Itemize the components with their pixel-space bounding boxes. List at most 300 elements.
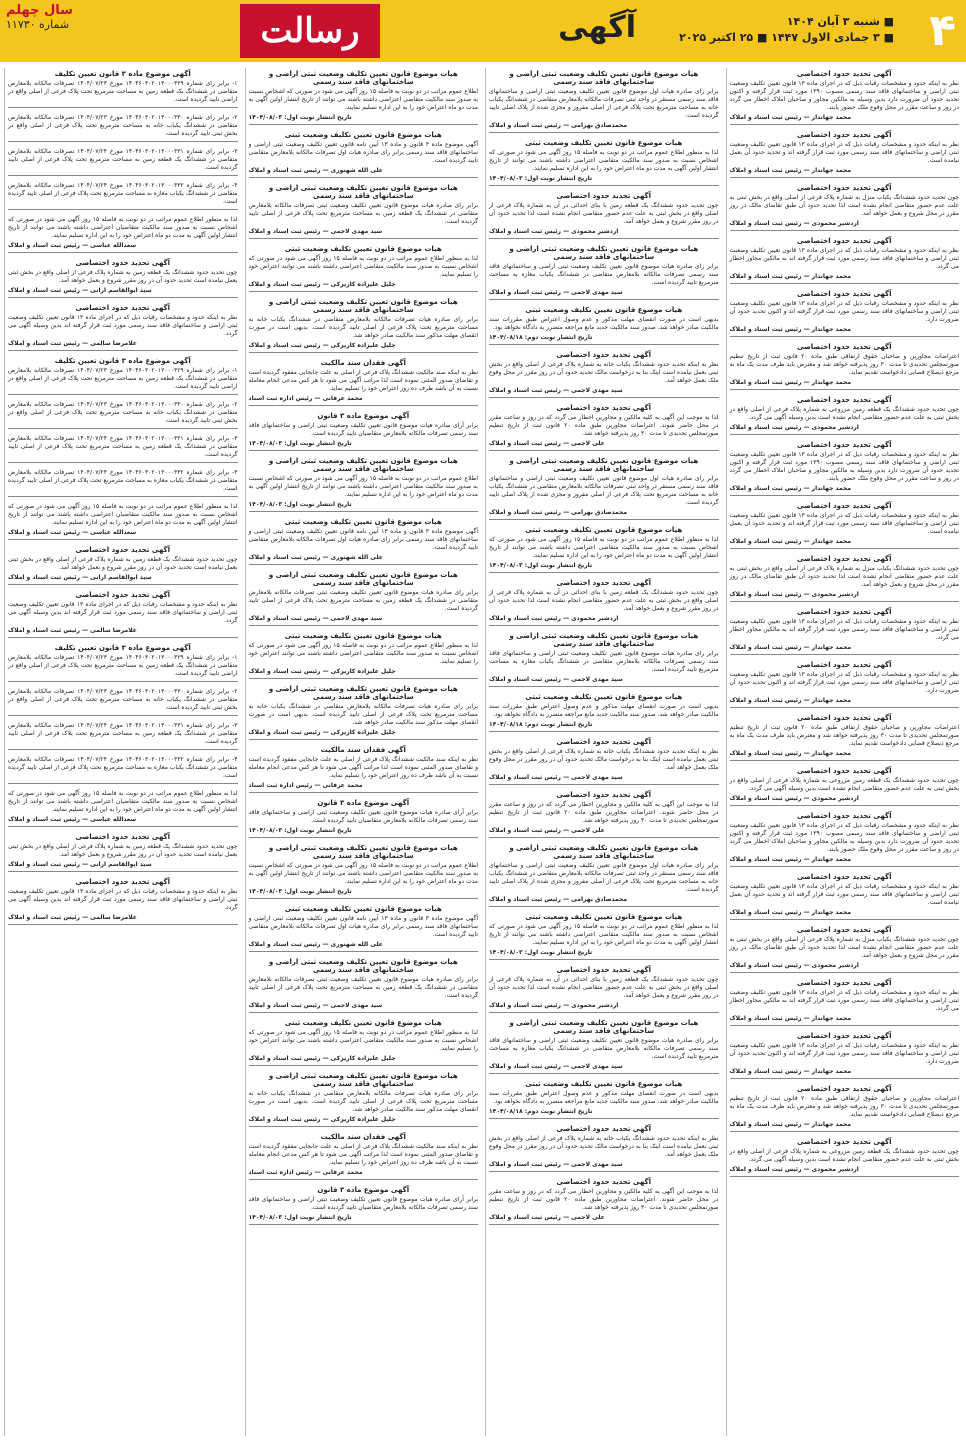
notice-body: چون تحدید حدود ششدانگ یک قطعه زمین مزروعی به شماره پلاک فرعی از اصلی واقع در بخش ثبتی به علت عدم حضور متقاضی انجام نشده است بدین وسیله آگهی می گردد. [729, 777, 959, 792]
masthead [0, 0, 966, 62]
notice-signature: سعدالله عباسی — رئیس ثبت اسناد و املاک [8, 529, 137, 536]
notice-divider [489, 906, 719, 907]
notice-signature: سید ابوالقاسم ارانی — رئیس ثبت اسناد و املاک [8, 287, 152, 294]
notice-signature: سید مهدی لاجمی — رئیس ثبت اسناد و املاک [489, 774, 623, 781]
notice-signature: علی لاجمی — رئیس ثبت اسناد و املاک [489, 440, 605, 447]
notice-divider [489, 731, 719, 732]
notice-signature: اردشیر محمودی — رئیس ثبت اسناد و املاک [729, 591, 859, 598]
notice-body: برابر رای صادره هیات اول موضوع قانون تعیین تکلیف وضعیت ثبتی اراضی و ساختمانهای فاقد سند رسمی مستقر در واحد ثبتی تصرفات مالکانه بلامعارض متقاضی در ششدانگ یکباب خانه به مساحت مترمربع تحت پلاک فرعی از اصلی مفروز و مجزی شده از پلاک اصلی تایید گردیده است. [489, 88, 719, 119]
notice-body: اعتراضات مجاورین و صاحبان حقوق ارتفاقی طبق ماده ۲۰ قانون ثبت از تاریخ تنظیم صورتمجلس تحدیدی تا مدت ۳۰ روز پذیرفته خواهد شد و معترض باید ظرف مدت یک ماه به مرجع ذیصلاح قضایی دادخواست تقدیم نماید. [729, 353, 959, 376]
notice-title: آگهی تحدید حدود اختصاصی [796, 131, 892, 139]
notice-item [489, 139, 719, 186]
notice-item [489, 1178, 719, 1225]
notice-title: آگهی تحدید حدود اختصاصی [796, 661, 892, 669]
notice-body: نظر به اینکه حدود و مشخصات رقبات ذیل که در اجرای ماده ۱۳ قانون تعیین تکلیف وضعیت ثبتی اراضی و ساختمانهای فاقد سند رسمی مصوب ۱۳۹۰ مورد ثبت قرار گرفته و اکنون تحدید حدود آن ضرورت دارد بدین وسیله به مالکین مجاور و صاحبان املاک اخطار می گردد در روز و ساعت مقرر در محل وقوع ملک حضور یابند. [729, 80, 959, 111]
notice-signature: تاریخ انتشار نوبت دوم: ۱۴۰۴/۰۸/۱۸ [489, 721, 593, 728]
notice-signature: تاریخ انتشار نوبت اول: ۱۴۰۴/۰۸/۰۳ [248, 501, 352, 508]
notice-title: آگهی تحدید حدود اختصاصی [556, 966, 652, 974]
notice-item [489, 913, 719, 960]
notice-signature: جلیل علیزاده کاریزکی — رئیس ثبت اسناد و املاک [248, 729, 396, 736]
notice-signature: علی الله شهنوری — رئیس ثبت اسناد و املاک [248, 167, 383, 174]
notice-item [489, 738, 719, 785]
notice-item [8, 435, 238, 463]
notice-divider [8, 141, 238, 142]
notice-title: آگهی تحدید حدود اختصاصی [556, 738, 652, 746]
notice-title: هیات موضوع قانون تعیین تکلیف وضعیت ثبتی [284, 1019, 442, 1027]
notice-title: هیات موضوع قانون تعیین تکلیف وضعیت ثبتی اراضی و ساختمانهای فاقد سند رسمی [509, 70, 699, 86]
notice-item [730, 812, 960, 867]
notice-body: لذا به موجب این آگهی به کلیه مالکین و مجاورین اخطار می گردد که در روز و ساعت مقرر در محل حاضر شوند. اعتراضات مجاورین طبق ماده ۲۰ قانون ثبت از تاریخ تنظیم صورتمجلس تحدیدی تا مدت ۳۰ روز پذیرفته خواهد شد. [489, 801, 719, 824]
notice-divider [249, 625, 479, 626]
notice-item [249, 298, 479, 353]
notice-title: هیات موضوع قانون تعیین تکلیف وضعیت ثبتی [284, 518, 442, 526]
notice-divider [249, 792, 479, 793]
notice-body: نظر به اینکه حدود و مشخصات رقبات ذیل که در اجرای ماده ۱۳ قانون تعیین تکلیف وضعیت ثبتی اراضی و ساختمانهای فاقد سند رسمی مورد ثبت قرار گرفته اند به مالکین مجاور اخطار می گردد. [729, 618, 959, 641]
notice-signature: سید مهدی لاجمی — رئیس ثبت اسناد و املاک [248, 1002, 383, 1009]
page-number: ۴ [929, 5, 956, 56]
notice-body: ۱- برابر رای شماره ۱۴۰۴۶۰۳۰۲۰۱۳۰۰۰۳۲۹ مورخ ۱۴۰۴/۰۷/۲۳ تصرفات مالکانه بلامعارض متقاضی در ششدانگ یک قطعه زمین به مساحت مترمربع تحت پلاک فرعی از اصلی واقع در اراضی تایید گردیده است. [8, 367, 238, 390]
notice-body: نظر به اینکه حدود و مشخصات رقبات ذیل که در اجرای ماده ۱۳ قانون تعیین تکلیف وضعیت ثبتی اراضی و ساختمانهای فاقد سند رسمی مورد ثبت قرار گرفته اند و تحدید حدود آن بعمل نیامده است. [729, 883, 959, 906]
notice-body: اطلاع عموم مراتب در دو نوبت به فاصله ۱۵ روز آگهی می شود در صورتی که اشخاص نسبت به صدور سند مالکیت متقاضی اعتراضی داشته باشند می توانند از تاریخ انتشار اولین آگهی به مدت دو ماه اعتراض خود را به این اداره تسلیم نمایند. [248, 475, 478, 498]
notice-item [249, 412, 479, 451]
notice-item [249, 518, 479, 565]
notice-divider [730, 866, 960, 867]
notice-signature: سید مهدی لاجمی — رئیس ثبت اسناد و املاک [489, 1161, 623, 1168]
notice-item [8, 722, 238, 750]
notice-divider [249, 739, 479, 740]
notice-divider [8, 783, 238, 784]
notice-signature: سعدالله عباسی — رئیس ثبت اسناد و املاک [8, 816, 137, 823]
notice-item [489, 966, 719, 1013]
notice-divider [8, 539, 238, 540]
notice-title: هیات موضوع قانون تعیین تکلیف وضعیت ثبتی [284, 905, 442, 913]
notice-item [489, 526, 719, 573]
notice-item [730, 1032, 960, 1079]
notice-signature: محمد جهاندار — رئیس ثبت اسناد و املاک [729, 273, 852, 280]
notice-title: آگهی تحدید حدود اختصاصی [796, 343, 892, 351]
notice-signature: محمد عرفانی — رئیس اداره ثبت اسناد [248, 395, 363, 402]
notice-item [249, 131, 479, 178]
notice-item [730, 714, 960, 761]
notice-title: آگهی تحدید حدود اختصاصی [556, 404, 652, 412]
notice-signature: تاریخ انتشار نوبت دوم: ۱۴۰۴/۰۸/۱۸ [489, 1108, 593, 1115]
notice-body: ۲- برابر رای شماره ۱۴۰۴۶۰۳۰۲۰۱۳۰۰۰۳۳۰ مورخ ۱۴۰۴/۰۷/۲۳ تصرفات مالکانه بلامعارض متقاضی در ششدانگ یکباب خانه به مساحت مترمربع تحت پلاک فرعی از اصلی واقع در بخش ثبتی تایید گردیده است. [8, 401, 238, 424]
notice-divider [489, 132, 719, 133]
notice-signature: محمد جهاندار — رئیس ثبت اسناد و املاک [729, 485, 852, 492]
notice-item [249, 245, 479, 292]
notice-title: آگهی فقدان سند مالکیت [320, 746, 406, 754]
notice-divider [249, 951, 479, 952]
notice-body: لذا به منظور اطلاع عموم مراتب در دو نوبت به فاصله ۱۵ روز آگهی می شود در صورتی که اشخاص نسبت به صدور سند مالکیت متقاضیان اعتراضی داشته باشند می توانند از تاریخ انتشار اولین آگهی به مدت دو ماه اعتراض خود را به این اداره تسلیم نمایند. [8, 790, 238, 813]
notice-body: چون تحدید حدود ششدانگ یک قطعه زمین با بنای احداثی در آن به شماره پلاک فرعی از اصلی واقع در بخش ثبتی به علت عدم حضور متقاضی انجام نشده است لذا تحدید حدود آن در روز مقرر شروع و بعمل خواهد آمد. [489, 589, 719, 612]
notice-divider [8, 496, 238, 497]
notice-item [249, 184, 479, 239]
notice-body: لذا به منظور اطلاع عموم مراتب در دو نوبت به فاصله ۱۵ روز آگهی می شود در صورتی که اشخاص نسبت به صدور سند مالکیت متقاضیان اعتراضی داشته باشند می توانند از تاریخ انتشار اولین آگهی به مدت دو ماه اعتراض خود را به این اداره تسلیم نمایند. [8, 216, 238, 239]
notice-divider [8, 826, 238, 827]
notice-divider [8, 297, 238, 298]
notice-signature: محمد جهاندار — رئیس ثبت اسناد و املاک [729, 1121, 852, 1128]
notice-signature: اردشیر محمودی — رئیس ثبت اسناد و املاک [489, 615, 619, 622]
notice-divider [249, 1126, 479, 1127]
notice-title: هیات موضوع قانون تعیین تکلیف وضعیت ثبتی اراضی و ساختمانهای فاقد سند رسمی [268, 1072, 458, 1088]
notice-item [489, 693, 719, 732]
notice-divider [249, 177, 479, 178]
notice-body: آگهی موضوع ماده ۳ قانون و ماده ۱۳ آیین نامه قانون تعیین تکلیف وضعیت ثبتی اراضی و ساختمانهای فاقد سند رسمی برابر رای صادره هیات اول تصرفات مالکانه بلامعارض متقاضی تایید گردیده است. [248, 915, 478, 938]
notice-body: لذا به منظور اطلاع عموم مراتب در دو نوبت به فاصله ۱۵ روز آگهی می شود در صورتی که اشخاص نسبت به صدور سند مالکیت متقاضی اعتراضی داشته باشند می توانند از تاریخ انتشار اولین آگهی به مدت دو ماه اعتراض خود را به این اداره تسلیم نمایند. [489, 923, 719, 946]
notice-divider [8, 749, 238, 750]
notice-item [730, 873, 960, 920]
notice-signature: محمد جهاندار — رئیس ثبت اسناد و املاک [729, 538, 852, 545]
notice-body: نظر به اینکه حدود و مشخصات رقبات ذیل که در اجرای ماده ۱۳ قانون تعیین تکلیف وضعیت ثبتی اراضی و ساختمانهای فاقد سند رسمی مورد ثبت قرار گرفته اند بدین وسیله آگهی می گردد. [8, 314, 238, 337]
notice-body: برابر رای صادره هیات اول موضوع قانون تعیین تکلیف وضعیت ثبتی اراضی و ساختمانهای فاقد سند رسمی مستقر در واحد ثبتی تصرفات مالکانه بلامعارض متقاضی در ششدانگ یکباب خانه به مساحت مترمربع تحت پلاک فرعی از اصلی مفروز و مجزی شده از پلاک اصلی تایید گردیده است. [489, 862, 719, 893]
notice-divider [489, 238, 719, 239]
notice-divider [730, 434, 960, 435]
notice-item [249, 1072, 479, 1127]
notice-title: آگهی تحدید حدود اختصاصی [796, 926, 892, 934]
notice-divider [249, 124, 479, 125]
issue-info [6, 4, 146, 58]
notice-item [730, 441, 960, 496]
notice-title: آگهی تحدید حدود اختصاصی [556, 791, 652, 799]
notice-signature: محمد جهاندار — رئیس ثبت اسناد و املاک [729, 167, 852, 174]
newspaper-logo: رسالت [240, 4, 380, 58]
notice-item [730, 1085, 960, 1132]
notice-item [489, 404, 719, 451]
notice-body: چون تحدید حدود ششدانگ یکباب منزل به شماره پلاک فرعی از اصلی واقع در بخش ثبتی به علت عدم حضور متقاضی انجام نشده است لذا تحدید حدود آن طبق تقاضای مالک در روز مقرر در محل شروع و بعمل خواهد آمد. [729, 565, 959, 588]
notice-body: چون تحدید حدود ششدانگ یک قطعه زمین با بنای احداثی در آن به شماره پلاک فرعی از اصلی واقع در بخش ثبتی به علت عدم حضور متقاضی انجام نشده است لذا تحدید حدود آن در روز مقرر شروع و بعمل خواهد آمد. [489, 202, 719, 225]
notice-item [8, 790, 238, 827]
notice-body: نظر به اینکه سند مالکیت ششدانگ پلاک فرعی از اصلی به علت جابجایی مفقود گردیده است و تقاضای صدور المثنی نموده است لذا مراتب آگهی می شود تا هر کس مدعی انجام معامله نسبت به آن باشد ظرف ده روز اعتراض خود را تسلیم نماید. [248, 369, 478, 392]
notice-signature: سید مهدی لاجمی — رئیس ثبت اسناد و املاک [489, 676, 623, 683]
notice-signature: جلیل علیزاده کاریزکی — رئیس ثبت اسناد و املاک [248, 281, 396, 288]
notice-divider [489, 686, 719, 687]
notice-item [249, 632, 479, 679]
notice-title: آگهی تحدید حدود اختصاصی [75, 304, 171, 312]
notice-item [8, 833, 238, 872]
notice-body: نظر به اینکه حدود و مشخصات رقبات ذیل که در اجرای ماده ۱۳ قانون تعیین تکلیف وضعیت ثبتی اراضی و ساختمانهای فاقد سند رسمی مورد ثبت قرار گرفته اند و اکنون تحدید حدود آن ضرورت دارد. [729, 671, 959, 694]
date-block [679, 14, 894, 46]
notice-signature: جلیل علیزاده کاریزکی — رئیس ثبت اسناد و املاک [248, 1055, 396, 1062]
notice-title: آگهی تحدید حدود اختصاصی [796, 396, 892, 404]
notice-divider [730, 389, 960, 390]
notice-title: آگهی تحدید حدود اختصاصی [796, 812, 892, 820]
notice-item [489, 844, 719, 907]
notice-divider [730, 1176, 960, 1177]
notice-signature: جلیل علیزاده کاریزکی — رئیس ثبت اسناد و املاک [248, 342, 396, 349]
notice-item [8, 401, 238, 429]
notice-divider [730, 495, 960, 496]
notice-title: آگهی موضوع ماده ۳ قانون [317, 799, 410, 807]
notice-body: ۳- برابر رای شماره ۱۴۰۴۶۰۳۰۲۰۱۳۰۰۰۳۳۱ مورخ ۱۴۰۴/۰۷/۲۴ تصرفات مالکانه بلامعارض متقاضی در ششدانگ یک قطعه زمین به مساحت مترمربع تحت پلاک فرعی از اصلی تایید گردیده است. [8, 722, 238, 745]
notice-signature: سید مهدی لاجمی — رئیس ثبت اسناد و املاک [248, 615, 383, 622]
notice-divider [249, 1012, 479, 1013]
notice-title: آگهی تحدید حدود اختصاصی [796, 1032, 892, 1040]
notice-divider [249, 1224, 479, 1225]
notice-signature: محمد جهاندار — رئیس ثبت اسناد و املاک [729, 114, 852, 121]
notice-item [249, 685, 479, 740]
notice-item [489, 632, 719, 687]
notice-signature: محمدصادق بهرامی — رئیس ثبت اسناد و املاک [489, 122, 628, 129]
notice-title: آگهی موضوع ماده ۳ قانون [317, 1186, 410, 1194]
notice-title: هیات موضوع قانون تعیین تکلیف وضعیت ثبتی اراضی و ساختمانهای فاقد سند رسمی [268, 685, 458, 701]
notice-body: ۴- برابر رای شماره ۱۴۰۴۶۰۳۰۲۰۱۳۰۰۰۳۳۲ مورخ ۱۴۰۴/۰۷/۲۴ تصرفات مالکانه بلامعارض متقاضی در ششدانگ یکباب مغازه به مساحت مترمربع تحت پلاک فرعی از اصلی تایید گردیده است. [8, 756, 238, 779]
notice-title: آگهی فقدان سند مالکیت [320, 359, 406, 367]
notice-title: هیات موضوع قانون تعیین تکلیف وضعیت ثبتی اراضی و ساختمانهای فاقد سند رسمی [509, 245, 699, 261]
notice-item [489, 245, 719, 300]
notice-title: هیات موضوع قانون تعیین تکلیف وضعیت ثبتی [525, 913, 683, 921]
notice-item [249, 359, 479, 406]
notice-body: لذا به موجب این آگهی به کلیه مالکین و مجاورین اخطار می گردد که در روز و ساعت مقرر در محل حاضر شوند. اعتراضات مجاورین طبق ماده ۲۰ قانون ثبت از تاریخ تنظیم صورتمجلس تحدیدی تا مدت ۳۰ روز پذیرفته خواهد شد. [489, 414, 719, 437]
notice-signature: تاریخ انتشار نوبت اول: ۱۴۰۴/۰۸/۰۳ [489, 562, 593, 569]
notice-signature: تاریخ انتشار نوبت اول: ۱۴۰۴/۰۸/۰۳ [248, 114, 352, 121]
notice-item [730, 396, 960, 435]
notice-body: بدیهی است در صورت انقضای مهلت مذکور و عدم وصول اعتراض طبق مقررات سند مالکیت صادر خواهد شد. صدور سند مالکیت جدید مانع مراجعه متضرر به دادگاه نخواهد بود. [489, 316, 719, 331]
notice-title: آگهی تحدید حدود اختصاصی [796, 608, 892, 616]
notice-item [730, 608, 960, 655]
notice-body: لذا به منظور اطلاع عموم مراتب در دو نوبت به فاصله ۱۵ روز آگهی می شود در صورتی که اشخاص نسبت به صدور سند مالکیت متقاضی اعتراضی داشته باشند می توانند اعتراض خود را تسلیم نمایند. [248, 642, 478, 665]
notice-divider [8, 715, 238, 716]
notice-item [8, 148, 238, 176]
notice-item [489, 1125, 719, 1172]
notice-signature: سید مهدی لاجمی — رئیس ثبت اسناد و املاک [489, 1063, 623, 1070]
notice-divider [730, 124, 960, 125]
notice-title: هیات موضوع قانون تعیین تکلیف وضعیت ثبتی اراضی و ساختمانهای فاقد سند رسمی [509, 457, 699, 473]
notice-body: ۳- برابر رای شماره ۱۴۰۴۶۰۳۰۲۰۱۳۰۰۰۳۳۱ مورخ ۱۴۰۴/۰۷/۲۴ تصرفات مالکانه بلامعارض متقاضی در ششدانگ یک قطعه زمین به مساحت مترمربع تحت پلاک فرعی از اصلی تایید گردیده است. [8, 148, 238, 171]
notice-item [489, 457, 719, 520]
notice-signature: محمد جهاندار — رئیس ثبت اسناد و املاک [729, 697, 852, 704]
notice-signature: تاریخ انتشار نوبت اول: ۱۴۰۴/۰۸/۰۳ [248, 827, 352, 834]
notice-title: آگهی موضوع ماده ۳ قانون تعیین تکلیف [54, 70, 191, 78]
notice-body: چون تحدید حدود ششدانگ یک قطعه زمین به شماره پلاک فرعی از اصلی واقع در بخش ثبتی بعمل نیامده است تحدید حدود آن در روز مقرر شروع و بعمل خواهد آمد. [8, 556, 238, 571]
notice-divider [249, 898, 479, 899]
notice-body: چون تحدید حدود ششدانگ یک قطعه زمین به شماره پلاک فرعی از اصلی واقع در بخش ثبتی بعمل نیامده است تحدید حدود آن در روز مقرر شروع و بعمل خواهد آمد. [8, 843, 238, 858]
notice-title: آگهی تحدید حدود اختصاصی [75, 878, 171, 886]
notice-title: هیات موضوع قانون تعیین تکلیف وضعیت ثبتی [525, 1080, 683, 1088]
notice-divider [489, 1118, 719, 1119]
notice-signature: محمدصادق بهرامی — رئیس ثبت اسناد و املاک [489, 896, 628, 903]
notice-title: آگهی فقدان سند مالکیت [320, 1133, 406, 1141]
notice-divider [249, 1065, 479, 1066]
notice-divider [730, 654, 960, 655]
notice-title: هیات موضوع قانون تعیین تکلیف وضعیت ثبتی [525, 693, 683, 701]
notice-signature: محمد جهاندار — رئیس ثبت اسناد و املاک [729, 326, 852, 333]
notice-body: اطلاع عموم مراتب در دو نوبت به فاصله ۱۵ روز آگهی می شود در صورتی که اشخاص نسبت به صدور سند مالکیت متقاضی اعتراضی داشته باشند می توانند از تاریخ انتشار اولین آگهی به مدت دو ماه اعتراض خود را به این اداره تسلیم نمایند. [248, 88, 478, 111]
notice-item [8, 591, 238, 638]
notice-body: برابر آرای صادره هیات موضوع قانون تعیین تکلیف وضعیت ثبتی اراضی و ساختمانهای فاقد سند رسمی تصرفات مالکانه بلامعارض متقاضیان تایید گردیده است. [248, 1196, 478, 1211]
notice-body: اعتراضات مجاورین و صاحبان حقوق ارتفاقی طبق ماده ۲۰ قانون ثبت از تاریخ تنظیم صورتمجلس تحدیدی تا مدت ۳۰ روز پذیرفته خواهد شد و معترض باید ظرف مدت یک ماه به مرجع ذیصلاح قضایی دادخواست تقدیم نماید. [729, 1095, 959, 1118]
notice-title: آگهی تحدید حدود اختصاصی [796, 237, 892, 245]
notice-signature: تاریخ انتشار نوبت اول: ۱۴۰۴/۰۸/۰۳ [248, 440, 352, 447]
notice-body: بدیهی است در صورت انقضای مهلت مذکور و عدم وصول اعتراض طبق مقررات سند مالکیت صادر خواهد شد. صدور سند مالکیت جدید مانع مراجعه متضرر به دادگاه نخواهد بود. [489, 703, 719, 718]
notice-item [8, 304, 238, 351]
notice-divider [730, 230, 960, 231]
notice-item [489, 70, 719, 133]
notice-body: نظر به اینکه حدود و مشخصات رقبات ذیل که در اجرای ماده ۱۳ قانون تعیین تکلیف وضعیت ثبتی اراضی و ساختمانهای فاقد سند رسمی مورد ثبت قرار گرفته اند به مالکین مجاور اخطار می گردد. [729, 247, 959, 270]
notice-title: آگهی تحدید حدود اختصاصی [796, 184, 892, 192]
notice-column [4, 68, 241, 1436]
notice-divider [489, 450, 719, 451]
notice-signature: جلیل علیزاده کاریزکی — رئیس ثبت اسناد و املاک [248, 1116, 396, 1123]
notice-item [730, 555, 960, 602]
notice-title: هیات موضوع قانون تعیین تکلیف وضعیت ثبتی اراضی و ساختمانهای فاقد سند رسمی [268, 457, 458, 473]
notice-body: لذا به منظور اطلاع عموم مراتب در دو نوبت به فاصله ۱۵ روز آگهی می شود در صورتی که اشخاص نسبت به صدور سند مالکیت متقاضی اعتراضی داشته باشند می توانند اعتراض خود را تسلیم نمایند. [248, 255, 478, 278]
notice-title: هیات موضوع قانون تعیین تکلیف وضعیت ثبتی اراضی و ساختمانهای فاقد سند رسمی [268, 844, 458, 860]
notice-body: چون تحدید حدود ششدانگ یک قطعه زمین به شماره پلاک فرعی از اصلی واقع در بخش ثبتی بعمل نیامده است تحدید حدود آن در روز مقرر شروع و بعمل خواهد آمد. [8, 269, 238, 284]
notice-item [489, 791, 719, 838]
notice-item [489, 306, 719, 345]
year-line: سال چهلم [6, 3, 73, 18]
notice-item [249, 799, 479, 838]
notice-item [730, 237, 960, 284]
notice-item [249, 1186, 479, 1225]
notice-title: هیات موضوع قانون تعیین تکلیف وضعیت ثبتی اراضی و ساختمانهای فاقد سند رسمی [268, 298, 458, 314]
notice-signature: سعدالله عباسی — رئیس ثبت اسناد و املاک [8, 242, 137, 249]
notice-title: هیات موضوع قانون تعیین تکلیف وضعیت ثبتی [284, 245, 442, 253]
notice-item [249, 844, 479, 899]
notice-item [730, 767, 960, 806]
notice-body: آگهی موضوع ماده ۳ قانون و ماده ۱۳ آیین نامه قانون تعیین تکلیف وضعیت ثبتی اراضی و ساختمانهای فاقد سند رسمی برابر رای صادره هیات اول تصرفات مالکانه بلامعارض متقاضی تایید گردیده است. [248, 528, 478, 551]
notice-body: لذا به منظور اطلاع عموم مراتب در دو نوبت به فاصله ۱۵ روز آگهی می شود در صورتی که اشخاص نسبت به صدور سند مالکیت متقاضیان اعتراضی داشته باشند می توانند از تاریخ انتشار اولین آگهی به مدت دو ماه اعتراض خود را به این اداره تسلیم نمایند. [8, 503, 238, 526]
notice-title: آگهی تحدید حدود اختصاصی [796, 767, 892, 775]
notice-divider [730, 601, 960, 602]
notice-divider [489, 1073, 719, 1074]
notice-signature: سید مهدی لاجمی — رئیس ثبت اسناد و املاک [489, 387, 623, 394]
notice-title: آگهی موضوع ماده ۳ قانون تعیین تکلیف [54, 644, 191, 652]
notice-signature: جلیل علیزاده کاریزکی — رئیس ثبت اسناد و املاک [248, 668, 396, 675]
notice-signature: علی لاجمی — رئیس ثبت اسناد و املاک [489, 1214, 605, 1221]
notice-signature: تاریخ انتشار نوبت اول: ۱۴۰۴/۰۸/۰۳ [489, 175, 593, 182]
notice-body: نظر به اینکه حدود و مشخصات رقبات ذیل که در اجرای ماده ۱۳ قانون تعیین تکلیف وضعیت ثبتی اراضی و ساختمانهای فاقد سند رسمی مورد ثبت قرار گرفته اند و تحدید حدود آن بعمل نیامده است. [729, 141, 959, 164]
notice-signature: محمد جهاندار — رئیس ثبت اسناد و املاک [729, 750, 852, 757]
notice-body: نظر به اینکه سند مالکیت ششدانگ پلاک فرعی از اصلی به علت جابجایی مفقود گردیده است و تقاضای صدور المثنی نموده است لذا مراتب آگهی می شود تا هر کس مدعی انجام معامله نسبت به آن باشد ظرف ده روز اعتراض خود را تسلیم نماید. [248, 756, 478, 779]
notice-title: آگهی تحدید حدود اختصاصی [556, 351, 652, 359]
notice-item [489, 579, 719, 626]
notice-item [730, 343, 960, 390]
notice-body: نظر به اینکه تحدید حدود ششدانگ یکباب خانه به شماره پلاک فرعی از اصلی واقع در بخش ثبتی بعمل نیامده است اینک بنا به درخواست مالک تحدید حدود آن در روز مقرر در محل وقوع ملک بعمل خواهد آمد. [489, 1135, 719, 1158]
notice-divider [489, 959, 719, 960]
notice-column [726, 68, 963, 1436]
notice-title: آگهی تحدید حدود اختصاصی [796, 290, 892, 298]
notice-signature: تاریخ انتشار نوبت اول: ۱۴۰۴/۰۸/۰۳ [248, 888, 352, 895]
notice-divider [730, 336, 960, 337]
notice-item [8, 70, 238, 108]
notice-signature: سید ابوالقاسم ارانی — رئیس ثبت اسناد و املاک [8, 574, 152, 581]
notice-signature: علی الله شهنوری — رئیس ثبت اسناد و املاک [248, 941, 383, 948]
notice-signature: اردشیر محمودی — رئیس ثبت اسناد و املاک [729, 220, 859, 227]
notice-divider [8, 584, 238, 585]
notice-divider [730, 1078, 960, 1079]
notice-title: آگهی تحدید حدود اختصاصی [75, 833, 171, 841]
notice-title: هیات موضوع قانون تعیین تکلیف وضعیت ثبتی اراضی و ساختمانهای فاقد سند رسمی [509, 632, 699, 648]
notice-body: نظر به اینکه حدود و مشخصات رقبات ذیل که در اجرای ماده ۱۳ قانون تعیین تکلیف وضعیت ثبتی اراضی و ساختمانهای فاقد سند رسمی مورد ثبت قرار گرفته اند بدین وسیله آگهی می گردد. [8, 888, 238, 911]
notice-body: نظر به اینکه حدود و مشخصات رقبات ذیل که در اجرای ماده ۱۳ قانون تعیین تکلیف وضعیت ثبتی اراضی و ساختمانهای فاقد سند رسمی مصوب ۱۳۹۰ مورد ثبت قرار گرفته و اکنون تحدید حدود آن ضرورت دارد بدین وسیله به مالکین مجاور و صاحبان املاک اخطار می گردد در روز و ساعت مقرر در محل وقوع ملک حضور یابند. [729, 451, 959, 482]
notice-body: برابر رای صادره هیات اول موضوع قانون تعیین تکلیف وضعیت ثبتی اراضی و ساختمانهای فاقد سند رسمی مستقر در واحد ثبتی تصرفات مالکانه بلامعارض متقاضی در ششدانگ یکباب خانه به مساحت مترمربع تحت پلاک فرعی از اصلی مفروز و مجزی شده از پلاک اصلی تایید گردیده است. [489, 475, 719, 506]
notice-signature: علی الله شهنوری — رئیس ثبت اسناد و املاک [248, 554, 383, 561]
notice-divider [8, 681, 238, 682]
notice-divider [8, 209, 238, 210]
notice-divider [8, 428, 238, 429]
notice-body: لذا به موجب این آگهی به کلیه مالکین و مجاورین اخطار می گردد که در روز و ساعت مقرر در محل حاضر شوند. اعتراضات مجاورین طبق ماده ۲۰ قانون ثبت از تاریخ تنظیم صورتمجلس تحدیدی تا مدت ۳۰ روز پذیرفته خواهد شد. [489, 1188, 719, 1211]
notice-item [249, 571, 479, 626]
notice-title: آگهی تحدید حدود اختصاصی [796, 1085, 892, 1093]
notice-body: برابر رای صادره هیات موضوع قانون تعیین تکلیف وضعیت ثبتی تصرفات مالکانه بلامعارض متقاضی در ششدانگ یک قطعه زمین به مساحت مترمربع تحت پلاک فرعی از اصلی تایید گردیده است. [248, 589, 478, 612]
notice-body: برابر رای صادره هیات موضوع قانون تعیین تکلیف وضعیت ثبتی اراضی و ساختمانهای فاقد سند رسمی تصرفات مالکانه بلامعارض متقاضی در ششدانگ یکباب مغازه به مساحت مترمربع تایید گردیده است. [489, 1037, 719, 1060]
notice-item [249, 1019, 479, 1066]
notice-body: لذا به منظور اطلاع عموم مراتب در دو نوبت به فاصله ۱۵ روز آگهی می شود در صورتی که اشخاص نسبت به صدور سند مالکیت متقاضی اعتراضی داشته باشند می توانند از تاریخ انتشار اولین آگهی به مدت دو ماه اعتراض خود را به این اداره تسلیم نمایند. [489, 149, 719, 172]
notice-item [8, 546, 238, 585]
notice-divider [730, 1131, 960, 1132]
notice-body: ۲- برابر رای شماره ۱۴۰۴۶۰۳۰۲۰۱۳۰۰۰۳۳۰ مورخ ۱۴۰۴/۰۷/۲۳ تصرفات مالکانه بلامعارض متقاضی در ششدانگ یکباب خانه به مساحت مترمربع تحت پلاک فرعی از اصلی واقع در بخش ثبتی تایید گردیده است. [8, 688, 238, 711]
notice-body: برابر رای صادره هیات موضوع قانون تعیین تکلیف وضعیت ثبتی اراضی و ساختمانهای فاقد سند رسمی تصرفات مالکانه بلامعارض متقاضی در ششدانگ یکباب مغازه به مساحت مترمربع تایید گردیده است. [489, 263, 719, 286]
notice-body: اطلاع عموم مراتب در دو نوبت به فاصله ۱۵ روز آگهی می شود در صورتی که اشخاص نسبت به صدور سند مالکیت متقاضی اعتراضی داشته باشند می توانند از تاریخ انتشار اولین آگهی به مدت دو ماه اعتراض خود را به این اداره تسلیم نمایند. [248, 862, 478, 885]
notice-signature: محمد عرفانی — رئیس اداره ثبت اسناد [248, 1169, 363, 1176]
notice-body: نظر به اینکه حدود و مشخصات رقبات ذیل که در اجرای ماده ۱۳ قانون تعیین تکلیف وضعیت ثبتی اراضی و ساختمانهای فاقد سند رسمی مورد ثبت قرار گرفته اند بدین وسیله آگهی می گردد. [8, 601, 238, 624]
notice-divider [8, 252, 238, 253]
notice-signature: محمد جهاندار — رئیس ثبت اسناد و املاک [729, 1068, 852, 1075]
notice-divider [730, 919, 960, 920]
notice-title: آگهی تحدید حدود اختصاصی [556, 1178, 652, 1186]
section-title: آگهی [558, 10, 636, 45]
notice-item [249, 1133, 479, 1180]
notice-divider [249, 1179, 479, 1180]
notice-divider [489, 519, 719, 520]
notice-title: هیات موضوع قانون تعیین تکلیف وضعیت ثبتی اراضی و ساختمانهای فاقد سند رسمی [268, 958, 458, 974]
notice-signature: سید مهدی لاجمی — رئیس ثبت اسناد و املاک [248, 228, 383, 235]
notice-item [8, 357, 238, 395]
notice-item [489, 351, 719, 398]
notice-signature: اردشیر محمودی — رئیس ثبت اسناد و املاک [729, 962, 859, 969]
notice-divider [489, 572, 719, 573]
notice-column [245, 68, 482, 1436]
notice-divider [489, 837, 719, 838]
notice-divider [489, 1224, 719, 1225]
notice-signature: محمد جهاندار — رئیس ثبت اسناد و املاک [729, 856, 852, 863]
notice-item [8, 182, 238, 210]
notice-item [489, 192, 719, 239]
notice-divider [249, 352, 479, 353]
notice-body: لذا به منظور اطلاع عموم مراتب در دو نوبت به فاصله ۱۵ روز آگهی می شود در صورتی که اشخاص نسبت به صدور سند مالکیت متقاضی اعتراضی داشته باشند می توانند از تاریخ انتشار اولین آگهی به مدت دو ماه اعتراض خود را به این اداره تسلیم نمایند. [489, 536, 719, 559]
notice-body: ۳- برابر رای شماره ۱۴۰۴۶۰۳۰۲۰۱۳۰۰۰۳۳۱ مورخ ۱۴۰۴/۰۷/۲۴ تصرفات مالکانه بلامعارض متقاضی در ششدانگ یک قطعه زمین به مساحت مترمربع تحت پلاک فرعی از اصلی تایید گردیده است. [8, 435, 238, 458]
notice-body: نظر به اینکه سند مالکیت ششدانگ پلاک فرعی از اصلی به علت جابجایی مفقود گردیده است و تقاضای صدور المثنی نموده است لذا مراتب آگهی می شود تا هر کس مدعی انجام معامله نسبت به آن باشد ظرف ده روز اعتراض خود را تسلیم نماید. [248, 1143, 478, 1166]
notice-title: آگهی تحدید حدود اختصاصی [796, 70, 892, 78]
notice-body: برابر رای صادره هیات تصرفات مالکانه بلامعارض متقاضی در ششدانگ یکباب خانه به مساحت مترمربع تحت پلاک فرعی از اصلی تایید گردیده است. بدیهی است در صورت انقضای مهلت مذکور سند مالکیت صادر خواهد شد. [248, 703, 478, 726]
notice-title: هیات موضوع قانون تعیین تکلیف وضعیت ثبتی اراضی و ساختمانهای فاقد سند رسمی [509, 844, 699, 860]
notice-divider [489, 784, 719, 785]
notice-divider [8, 107, 238, 108]
notice-title: هیات موضوع قانون تعیین تکلیف وضعیت ثبتی [284, 131, 442, 139]
notice-signature: محمد جهاندار — رئیس ثبت اسناد و املاک [729, 909, 852, 916]
notice-signature: اردشیر محمودی — رئیس ثبت اسناد و املاک [729, 795, 859, 802]
notice-divider [249, 564, 479, 565]
date-line-1: ■ شنبه ۳ آبان ۱۴۰۴ [786, 15, 894, 28]
notice-title: آگهی تحدید حدود اختصاصی [796, 555, 892, 563]
notice-body: نظر به اینکه تحدید حدود ششدانگ یکباب خانه به شماره پلاک فرعی از اصلی واقع در بخش ثبتی بعمل نیامده است اینک بنا به درخواست مالک تحدید حدود آن در روز مقرر در محل وقوع ملک بعمل خواهد آمد. [489, 748, 719, 771]
notice-signature: غلامرضا سالمی — رئیس ثبت اسناد و املاک [8, 340, 137, 347]
notice-item [489, 1019, 719, 1074]
notice-body: برابر رای صادره هیات موضوع قانون تعیین تکلیف وضعیت ثبتی تصرفات مالکانه بلامعارض متقاضی در ششدانگ یک قطعه زمین به مساحت مترمربع تحت پلاک فرعی از اصلی تایید گردیده است. [248, 202, 478, 225]
notice-body: نظر به اینکه حدود و مشخصات رقبات ذیل که در اجرای ماده ۱۳ قانون تعیین تکلیف وضعیت ثبتی اراضی و ساختمانهای فاقد سند رسمی مورد ثبت قرار گرفته اند و اکنون تحدید حدود آن ضرورت دارد. [729, 300, 959, 323]
notice-body: برابر رای صادره هیات تصرفات مالکانه بلامعارض متقاضی در ششدانگ یکباب خانه به مساحت مترمربع تحت پلاک فرعی از اصلی تایید گردیده است. بدیهی است در صورت انقضای مهلت مذکور سند مالکیت صادر خواهد شد. [248, 1090, 478, 1113]
notice-divider [489, 299, 719, 300]
notice-body: نظر به اینکه حدود و مشخصات رقبات ذیل که در اجرای ماده ۱۳ قانون تعیین تکلیف وضعیت ثبتی اراضی و ساختمانهای فاقد سند رسمی مورد ثبت قرار گرفته اند و تحدید حدود آن بعمل نیامده است. [729, 512, 959, 535]
notice-item [249, 905, 479, 952]
notice-item [8, 756, 238, 784]
notice-divider [730, 283, 960, 284]
notice-divider [730, 760, 960, 761]
notice-divider [8, 924, 238, 925]
notice-body: برابر آرای صادره هیات موضوع قانون تعیین تکلیف وضعیت ثبتی اراضی و ساختمانهای فاقد سند رسمی تصرفات مالکانه بلامعارض متقاضیان تایید گردیده است. [248, 422, 478, 437]
notice-body: ۴- برابر رای شماره ۱۴۰۴۶۰۳۰۲۰۱۳۰۰۰۳۳۲ مورخ ۱۴۰۴/۰۷/۲۴ تصرفات مالکانه بلامعارض متقاضی در ششدانگ یکباب مغازه به مساحت مترمربع تحت پلاک فرعی از اصلی تایید گردیده است. [8, 469, 238, 492]
